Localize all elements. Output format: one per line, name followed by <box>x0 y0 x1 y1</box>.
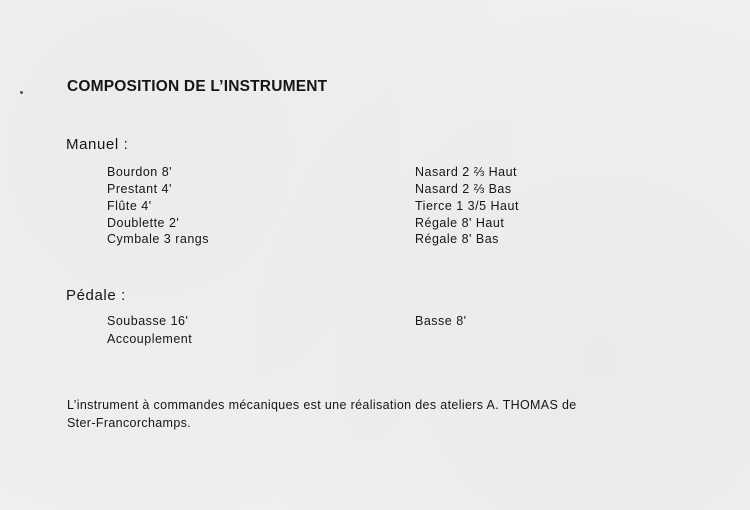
pedale-stop-left: Soubasse 16' <box>107 314 189 328</box>
manuel-stop-left: Flûte 4' <box>107 199 152 213</box>
manuel-stop-right: Nasard 2 ⅔ Haut <box>415 165 517 179</box>
pedale-stop-left: Accouplement <box>107 332 193 346</box>
manuel-stop-right: Nasard 2 ⅔ Bas <box>415 182 512 196</box>
manuel-stop-left: Cymbale 3 rangs <box>107 232 209 246</box>
pedale-heading: Pédale : <box>66 287 126 304</box>
manuel-stop-left: Bourdon 8' <box>107 165 173 179</box>
manuel-heading: Manuel : <box>66 136 129 153</box>
builder-note-line: Ster-Francorchamps. <box>67 416 192 430</box>
manuel-stop-right: Régale 8' Bas <box>415 232 499 246</box>
manuel-stop-left: Prestant 4' <box>107 182 172 196</box>
manuel-stop-right: Régale 8' Haut <box>415 216 505 230</box>
manuel-stop-right: Tierce 1 3/5 Haut <box>415 199 519 213</box>
paper-speck <box>20 91 23 94</box>
pedale-stop-right: Basse 8' <box>415 314 467 328</box>
page-title: COMPOSITION DE L’INSTRUMENT <box>67 78 328 95</box>
builder-note-line: L’instrument à commandes mécaniques est une réalisation des ateliers A. THOMAS de <box>67 398 577 412</box>
manuel-stop-left: Doublette 2' <box>107 216 180 230</box>
